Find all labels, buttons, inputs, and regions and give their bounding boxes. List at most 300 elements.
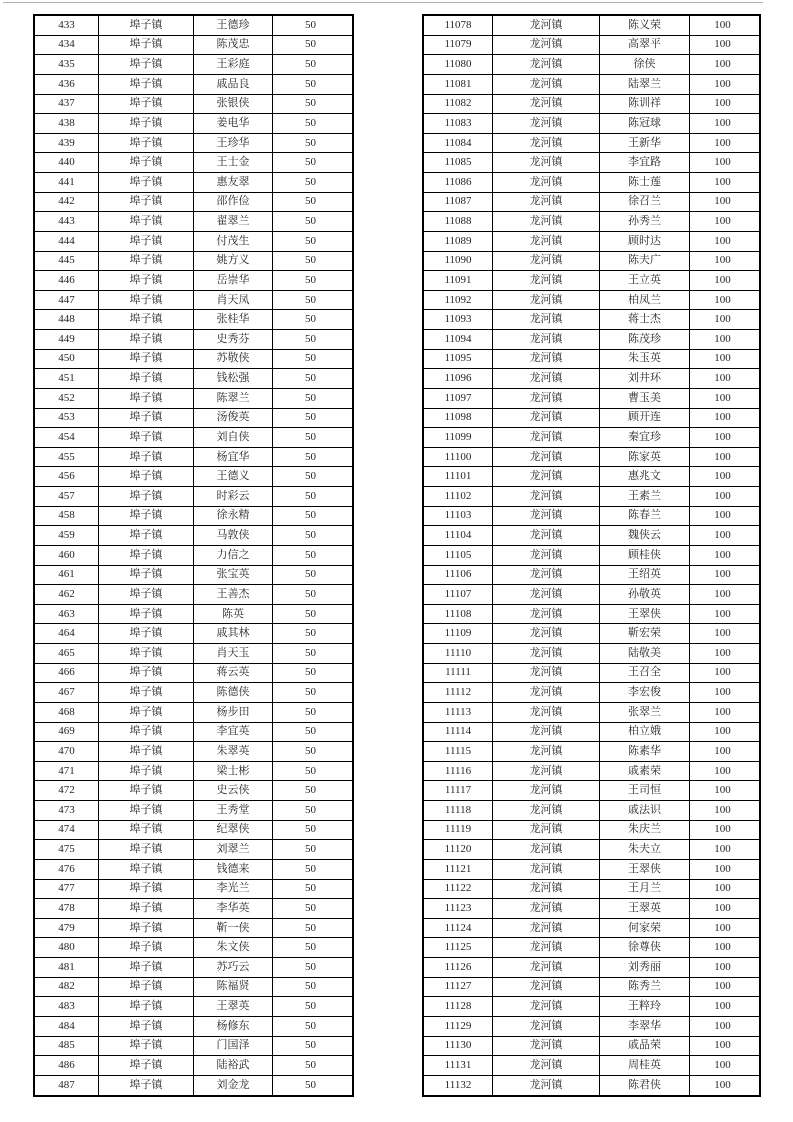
amount-cell: 50 <box>305 136 316 149</box>
town-cell: 埠子镇 <box>99 526 194 545</box>
town-cell: 龙河镇 <box>493 369 600 388</box>
id-cell: 11110 <box>424 644 493 663</box>
table-row <box>35 428 352 448</box>
name-cell: 王翠侠 <box>600 860 690 879</box>
table-row <box>35 860 352 880</box>
town-cell: 龙河镇 <box>493 153 600 172</box>
town-cell: 埠子镇 <box>99 75 194 94</box>
amount-cell: 50 <box>305 1019 316 1032</box>
name-cell: 陈冠球 <box>600 114 690 133</box>
id-cell: 448 <box>35 310 99 329</box>
name-cell: 王粹玲 <box>600 997 690 1016</box>
table-row <box>35 605 352 625</box>
table-row <box>35 821 352 841</box>
name-cell: 秦宜珍 <box>600 428 690 447</box>
id-cell: 471 <box>35 762 99 781</box>
id-cell: 457 <box>35 487 99 506</box>
id-cell: 11123 <box>424 899 493 918</box>
table-row <box>424 389 759 409</box>
id-cell: 484 <box>35 1017 99 1036</box>
town-cell: 龙河镇 <box>493 291 600 310</box>
amount-cell: 100 <box>714 136 731 149</box>
name-cell: 王秀堂 <box>194 801 273 820</box>
amount-cell: 50 <box>305 293 316 306</box>
town-cell: 龙河镇 <box>493 507 600 526</box>
id-cell: 11111 <box>424 664 493 683</box>
amount-cell: 50 <box>305 116 316 129</box>
name-cell: 王善杰 <box>194 585 273 604</box>
id-cell: 447 <box>35 291 99 310</box>
amount-cell: 100 <box>714 921 731 934</box>
town-cell: 龙河镇 <box>493 526 600 545</box>
name-cell: 王素兰 <box>600 487 690 506</box>
id-cell: 11091 <box>424 271 493 290</box>
amount-cell: 100 <box>714 391 731 404</box>
id-cell: 455 <box>35 448 99 467</box>
town-cell: 埠子镇 <box>99 644 194 663</box>
table-row <box>35 644 352 664</box>
amount-cell: 100 <box>714 352 731 365</box>
amount-cell: 100 <box>714 116 731 129</box>
name-cell: 朱文侠 <box>194 938 273 957</box>
id-cell: 11100 <box>424 448 493 467</box>
amount-cell: 50 <box>305 627 316 640</box>
id-cell: 11102 <box>424 487 493 506</box>
table-row <box>424 978 759 998</box>
town-cell: 龙河镇 <box>493 1017 600 1036</box>
name-cell: 徐永精 <box>194 507 273 526</box>
name-cell: 孙敬英 <box>600 585 690 604</box>
town-cell: 埠子镇 <box>99 310 194 329</box>
name-cell: 刘自侠 <box>194 428 273 447</box>
name-cell: 苏敬侠 <box>194 350 273 369</box>
amount-cell: 100 <box>714 372 731 385</box>
name-cell: 王翠侠 <box>600 605 690 624</box>
id-cell: 461 <box>35 566 99 585</box>
name-cell: 邵作俭 <box>194 193 273 212</box>
id-cell: 469 <box>35 723 99 742</box>
id-cell: 440 <box>35 153 99 172</box>
id-cell: 456 <box>35 467 99 486</box>
name-cell: 朱庆兰 <box>600 821 690 840</box>
name-cell: 周桂英 <box>600 1056 690 1075</box>
id-cell: 11116 <box>424 762 493 781</box>
table-row <box>35 1037 352 1057</box>
town-cell: 龙河镇 <box>493 448 600 467</box>
amount-cell: 50 <box>305 823 316 836</box>
amount-cell: 100 <box>714 411 731 424</box>
id-cell: 11104 <box>424 526 493 545</box>
table-row <box>35 467 352 487</box>
name-cell: 李华英 <box>194 899 273 918</box>
town-cell: 龙河镇 <box>493 428 600 447</box>
table-row <box>35 840 352 860</box>
table-row <box>424 271 759 291</box>
name-cell: 陈福贤 <box>194 978 273 997</box>
amount-cell: 50 <box>305 372 316 385</box>
id-cell: 436 <box>35 75 99 94</box>
table-row <box>424 95 759 115</box>
table-row <box>35 801 352 821</box>
name-cell: 朱夫立 <box>600 840 690 859</box>
id-cell: 441 <box>35 173 99 192</box>
table-row <box>35 134 352 154</box>
amount-cell: 50 <box>305 568 316 581</box>
name-cell: 王司恒 <box>600 781 690 800</box>
amount-cell: 100 <box>714 901 731 914</box>
id-cell: 11106 <box>424 566 493 585</box>
amount-cell: 50 <box>305 705 316 718</box>
id-cell: 476 <box>35 860 99 879</box>
id-cell: 11096 <box>424 369 493 388</box>
name-cell: 惠友翠 <box>194 173 273 192</box>
town-cell: 埠子镇 <box>99 1076 194 1096</box>
table-row <box>35 919 352 939</box>
table-row <box>35 1076 352 1096</box>
id-cell: 11103 <box>424 507 493 526</box>
name-cell: 张宝英 <box>194 566 273 585</box>
amount-cell: 100 <box>714 254 731 267</box>
name-cell: 王召全 <box>600 664 690 683</box>
name-cell: 顾桂侠 <box>600 546 690 565</box>
name-cell: 徐侠 <box>600 55 690 74</box>
table-row <box>424 153 759 173</box>
table-row <box>424 919 759 939</box>
town-cell: 龙河镇 <box>493 762 600 781</box>
amount-cell: 100 <box>714 215 731 228</box>
name-cell: 姚方义 <box>194 252 273 271</box>
table-row <box>424 75 759 95</box>
id-cell: 474 <box>35 821 99 840</box>
table-row <box>35 389 352 409</box>
town-cell: 龙河镇 <box>493 997 600 1016</box>
table-row <box>424 880 759 900</box>
town-cell: 龙河镇 <box>493 95 600 114</box>
name-cell: 高翠平 <box>600 36 690 55</box>
town-cell: 埠子镇 <box>99 919 194 938</box>
amount-cell: 100 <box>714 195 731 208</box>
town-cell: 埠子镇 <box>99 369 194 388</box>
town-cell: 龙河镇 <box>493 801 600 820</box>
id-cell: 454 <box>35 428 99 447</box>
amount-cell: 50 <box>305 175 316 188</box>
name-cell: 时彩云 <box>194 487 273 506</box>
table-row <box>35 624 352 644</box>
town-cell: 埠子镇 <box>99 1017 194 1036</box>
town-cell: 龙河镇 <box>493 467 600 486</box>
table-row <box>424 350 759 370</box>
name-cell: 陈家英 <box>600 448 690 467</box>
id-cell: 449 <box>35 330 99 349</box>
table-row <box>424 487 759 507</box>
name-cell: 孙秀兰 <box>600 212 690 231</box>
name-cell: 靳宏荣 <box>600 624 690 643</box>
name-cell: 梁士彬 <box>194 762 273 781</box>
amount-cell: 100 <box>714 332 731 345</box>
id-cell: 473 <box>35 801 99 820</box>
table-row <box>35 781 352 801</box>
town-cell: 埠子镇 <box>99 55 194 74</box>
id-cell: 487 <box>35 1076 99 1096</box>
town-cell: 龙河镇 <box>493 840 600 859</box>
name-cell: 朱翠英 <box>194 742 273 761</box>
town-cell: 埠子镇 <box>99 958 194 977</box>
amount-cell: 50 <box>305 58 316 71</box>
name-cell: 陈训祥 <box>600 95 690 114</box>
amount-cell: 50 <box>305 332 316 345</box>
town-cell: 龙河镇 <box>493 880 600 899</box>
id-cell: 11119 <box>424 821 493 840</box>
town-cell: 龙河镇 <box>493 1037 600 1056</box>
id-cell: 11079 <box>424 36 493 55</box>
id-cell: 11118 <box>424 801 493 820</box>
town-cell: 埠子镇 <box>99 448 194 467</box>
top-rule <box>3 2 763 3</box>
id-cell: 464 <box>35 624 99 643</box>
name-cell: 王士金 <box>194 153 273 172</box>
town-cell: 龙河镇 <box>493 310 600 329</box>
id-cell: 11093 <box>424 310 493 329</box>
town-cell: 埠子镇 <box>99 330 194 349</box>
id-cell: 486 <box>35 1056 99 1075</box>
amount-cell: 100 <box>714 470 731 483</box>
town-cell: 埠子镇 <box>99 840 194 859</box>
town-cell: 埠子镇 <box>99 801 194 820</box>
town-cell: 龙河镇 <box>493 55 600 74</box>
town-cell: 埠子镇 <box>99 95 194 114</box>
amount-cell: 50 <box>305 607 316 620</box>
town-cell: 埠子镇 <box>99 193 194 212</box>
id-cell: 11090 <box>424 252 493 271</box>
amount-cell: 100 <box>714 97 731 110</box>
town-cell: 龙河镇 <box>493 546 600 565</box>
amount-cell: 100 <box>714 509 731 522</box>
name-cell: 王翠英 <box>194 997 273 1016</box>
table-row <box>35 448 352 468</box>
town-cell: 龙河镇 <box>493 899 600 918</box>
name-cell: 蒋云英 <box>194 664 273 683</box>
table-row <box>35 95 352 115</box>
amount-cell: 100 <box>714 823 731 836</box>
table-row <box>424 585 759 605</box>
name-cell: 陆裕武 <box>194 1056 273 1075</box>
name-cell: 马敦侠 <box>194 526 273 545</box>
town-cell: 龙河镇 <box>493 723 600 742</box>
town-cell: 埠子镇 <box>99 566 194 585</box>
name-cell: 陈茂珍 <box>600 330 690 349</box>
name-cell: 翟翠兰 <box>194 212 273 231</box>
id-cell: 453 <box>35 409 99 428</box>
town-cell: 埠子镇 <box>99 114 194 133</box>
id-cell: 11101 <box>424 467 493 486</box>
name-cell: 杨修东 <box>194 1017 273 1036</box>
name-cell: 王绍英 <box>600 566 690 585</box>
name-cell: 陈德侠 <box>194 683 273 702</box>
table-row <box>424 1037 759 1057</box>
amount-cell: 50 <box>305 764 316 777</box>
id-cell: 11132 <box>424 1076 493 1096</box>
table-row <box>424 252 759 272</box>
amount-cell: 100 <box>714 980 731 993</box>
town-cell: 埠子镇 <box>99 487 194 506</box>
table-row <box>35 526 352 546</box>
amount-cell: 100 <box>714 450 731 463</box>
table-row <box>35 742 352 762</box>
table-row <box>424 409 759 429</box>
table-row <box>424 683 759 703</box>
table-row <box>35 409 352 429</box>
id-cell: 11121 <box>424 860 493 879</box>
table-row <box>424 997 759 1017</box>
id-cell: 445 <box>35 252 99 271</box>
table-row <box>424 958 759 978</box>
id-cell: 435 <box>35 55 99 74</box>
amount-cell: 100 <box>714 489 731 502</box>
name-cell: 陈士莲 <box>600 173 690 192</box>
name-cell: 王月兰 <box>600 880 690 899</box>
name-cell: 张银侠 <box>194 95 273 114</box>
name-cell: 朱玉英 <box>600 350 690 369</box>
amount-cell: 100 <box>714 646 731 659</box>
name-cell: 王翠英 <box>600 899 690 918</box>
id-cell: 11120 <box>424 840 493 859</box>
amount-cell: 100 <box>714 862 731 875</box>
table-row <box>35 507 352 527</box>
amount-cell: 50 <box>305 941 316 954</box>
amount-cell: 50 <box>305 960 316 973</box>
id-cell: 467 <box>35 683 99 702</box>
id-cell: 475 <box>35 840 99 859</box>
id-cell: 483 <box>35 997 99 1016</box>
table-row <box>35 958 352 978</box>
table-row <box>35 114 352 134</box>
table-row <box>424 742 759 762</box>
table-row <box>424 644 759 664</box>
name-cell: 陈义荣 <box>600 16 690 35</box>
amount-cell: 100 <box>714 666 731 679</box>
amount-cell: 50 <box>305 313 316 326</box>
name-cell: 李翠华 <box>600 1017 690 1036</box>
name-cell: 李光兰 <box>194 880 273 899</box>
town-cell: 龙河镇 <box>493 938 600 957</box>
id-cell: 11095 <box>424 350 493 369</box>
table-row <box>35 330 352 350</box>
table-row <box>35 723 352 743</box>
table-row <box>35 978 352 998</box>
town-cell: 龙河镇 <box>493 409 600 428</box>
name-cell: 惠兆文 <box>600 467 690 486</box>
amount-cell: 50 <box>305 1058 316 1071</box>
town-cell: 龙河镇 <box>493 1056 600 1075</box>
table-row <box>35 310 352 330</box>
name-cell: 顾开连 <box>600 409 690 428</box>
town-cell: 埠子镇 <box>99 212 194 231</box>
amount-cell: 100 <box>714 1039 731 1052</box>
id-cell: 438 <box>35 114 99 133</box>
table-row <box>424 310 759 330</box>
id-cell: 11099 <box>424 428 493 447</box>
id-cell: 11085 <box>424 153 493 172</box>
town-cell: 龙河镇 <box>493 664 600 683</box>
table-row <box>424 526 759 546</box>
amount-cell: 100 <box>714 882 731 895</box>
table-row <box>35 703 352 723</box>
id-cell: 11081 <box>424 75 493 94</box>
table-row <box>424 801 759 821</box>
table-row <box>35 762 352 782</box>
table-row <box>35 369 352 389</box>
id-cell: 450 <box>35 350 99 369</box>
table-row <box>424 428 759 448</box>
town-cell: 龙河镇 <box>493 860 600 879</box>
table-row <box>35 683 352 703</box>
id-cell: 11131 <box>424 1056 493 1075</box>
town-cell: 龙河镇 <box>493 114 600 133</box>
amount-cell: 50 <box>305 411 316 424</box>
table-row <box>424 762 759 782</box>
id-cell: 477 <box>35 880 99 899</box>
amount-cell: 50 <box>305 843 316 856</box>
id-cell: 11080 <box>424 55 493 74</box>
amount-cell: 50 <box>305 215 316 228</box>
table-row <box>35 16 352 36</box>
id-cell: 442 <box>35 193 99 212</box>
town-cell: 龙河镇 <box>493 605 600 624</box>
table-row <box>424 703 759 723</box>
town-cell: 埠子镇 <box>99 703 194 722</box>
name-cell: 陈春兰 <box>600 507 690 526</box>
id-cell: 468 <box>35 703 99 722</box>
id-cell: 11087 <box>424 193 493 212</box>
name-cell: 戚素荣 <box>600 762 690 781</box>
name-cell: 苏巧云 <box>194 958 273 977</box>
town-cell: 埠子镇 <box>99 880 194 899</box>
amount-cell: 100 <box>714 38 731 51</box>
table-row <box>424 369 759 389</box>
town-cell: 埠子镇 <box>99 664 194 683</box>
name-cell: 张桂华 <box>194 310 273 329</box>
amount-cell: 50 <box>305 1079 316 1092</box>
amount-cell: 50 <box>305 430 316 443</box>
town-cell: 龙河镇 <box>493 683 600 702</box>
table-row <box>424 212 759 232</box>
table-row <box>424 55 759 75</box>
table-row <box>424 860 759 880</box>
town-cell: 龙河镇 <box>493 173 600 192</box>
town-cell: 埠子镇 <box>99 173 194 192</box>
town-cell: 龙河镇 <box>493 350 600 369</box>
id-cell: 11092 <box>424 291 493 310</box>
table-row <box>424 291 759 311</box>
amount-cell: 50 <box>305 18 316 31</box>
id-cell: 11086 <box>424 173 493 192</box>
amount-cell: 50 <box>305 509 316 522</box>
id-cell: 437 <box>35 95 99 114</box>
id-cell: 11124 <box>424 919 493 938</box>
amount-cell: 50 <box>305 195 316 208</box>
town-cell: 埠子镇 <box>99 271 194 290</box>
table-row <box>35 938 352 958</box>
amount-cell: 50 <box>305 352 316 365</box>
name-cell: 陈君侠 <box>600 1076 690 1096</box>
town-cell: 埠子镇 <box>99 997 194 1016</box>
table-row <box>424 114 759 134</box>
name-cell: 付茂生 <box>194 232 273 251</box>
town-cell: 龙河镇 <box>493 644 600 663</box>
town-cell: 埠子镇 <box>99 742 194 761</box>
name-cell: 陆敬美 <box>600 644 690 663</box>
name-cell: 戚品荣 <box>600 1037 690 1056</box>
